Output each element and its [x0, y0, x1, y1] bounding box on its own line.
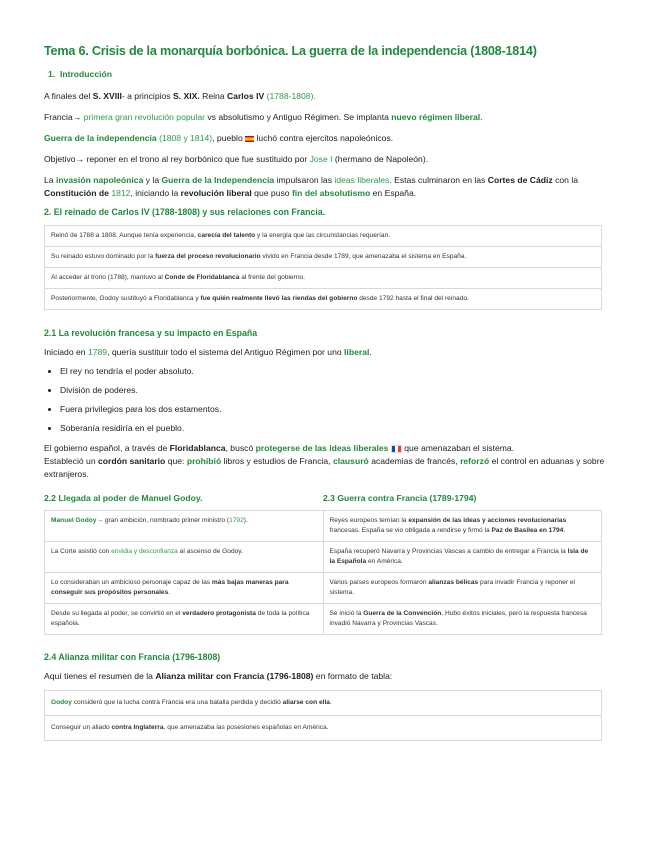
- godoy-war-table: [44, 510, 602, 635]
- table-cell: Desde su llegada al poder, se convirtió en el verdadero protagonista de toda la política española.: [45, 604, 324, 635]
- list-item: • Fuera privilegios para los dos estamentos.: [60, 404, 612, 415]
- intro-paragraph-5: La invasión napoleónica y la Guerra de la Independencia impulsaron las ideas liberales. Estas culminaron en las Cortes de Cádiz con la Constitución de 1812, iniciando la revolución liberal que puso fin del absolutismo en España.: [44, 175, 579, 198]
- section-1-heading: [48, 69, 612, 79]
- list-item: • División de poderes.: [60, 385, 612, 396]
- table-row: [45, 573, 602, 604]
- section-2-2-2-3-headings: [44, 493, 602, 503]
- table-cell: Posteriormente, Godoy sustituyó a Floridablanca y fue quién realmente llevó las riendas del gobierno desde 1792 hasta el final del reinado.: [45, 289, 602, 310]
- table-row: [45, 268, 602, 289]
- table-cell: Al acceder al trono (1788), mantuvo al Conde de Floridablanca al frente del gobierno.: [45, 268, 602, 289]
- intro-paragraph-4: Objetivo→ reponer en el trono al rey borbónico que fue sustituido por Jose I (hermano de Napoleón).: [44, 154, 429, 164]
- section-2-heading: 2. El reinado de Carlos IV (1788-1808) y sus relaciones con Francia.: [44, 207, 326, 217]
- table-row: [45, 716, 602, 741]
- section-1-label: Introducción: [59, 69, 112, 79]
- table-cell: La Corte asistió con envidia y desconfianza al ascenso de Godoy.: [45, 542, 324, 573]
- table-cell: Su reinado estuvo dominado por la fuerza del proceso revolucionario vivido en Francia desde 1789, que amenazaba el sistema en España.: [45, 247, 602, 268]
- table-cell: Se inició la Guerra de la Convención. Hubo éxitos iniciales, pero la respuesta francesa invadió Navarra y Provincias Vascas.: [323, 604, 602, 635]
- document-page: [44, 44, 612, 741]
- france-flag-icon: [391, 445, 402, 453]
- revolution-goals-list: [44, 366, 612, 434]
- section-1-number: 1.: [48, 69, 56, 79]
- table-row: [45, 226, 602, 247]
- table-cell: Reyes europeos temían la expansión de las ideas y acciones revolucionarias francesas. España se vio obligada a rendirse y firmó la Paz de Basilea en 1794.: [323, 511, 602, 542]
- section-2-1-paragraph-3: Estableció un cordón sanitario que: prohibió libros y estudios de Francia, clausuró academias de francés, reforzó el control en aduanas y sobre extranjeros.: [44, 456, 605, 479]
- carlos-iv-table: [44, 225, 602, 310]
- table-cell: Varios países europeos formaron alianzas bélicas para invadir Francia y reponer el sistema.: [323, 573, 602, 604]
- table-row: [45, 511, 602, 542]
- page-title: Tema 6. Crisis de la monarquía borbónica. La guerra de la independencia (1808-1814): [44, 44, 537, 58]
- table-cell: Conseguir un aliado contra Inglaterra, que amenazaba las posesiones españolas en América.: [45, 716, 602, 741]
- section-2-1-paragraph-2: El gobierno español, a través de Floridablanca, buscó protegerse de las ideas liberales que amenazaban el sistema.: [44, 443, 515, 453]
- intro-paragraph-3: Guerra de la independencia (1808 y 1814), pueblo luchó contra ejercitos napoleónicos.: [44, 133, 394, 143]
- section-2-1-paragraph-1: Iniciado en 1789, quería sustituir todo el sistema del Antiguo Régimen por uno liberal.: [44, 347, 372, 357]
- table-row: [45, 604, 602, 635]
- table-cell: Manuel Godoy→ gran ambición, nombrado primer ministro (1792).: [45, 511, 324, 542]
- spain-flag-icon: [245, 136, 254, 142]
- table-cell: Reinó de 1788 a 1808. Aunque tenía experiencia, carecía del talento y la energía que las circunstancias requerían.: [45, 226, 602, 247]
- section-2-4-paragraph: Aquí tienes el resumen de la Alianza militar con Francia (1796-1808) en formato de tabla:: [44, 671, 393, 681]
- table-cell: España recuperó Navarra y Provincias Vascas a cambio de entregar a Francia la Isla de la Española en América.: [323, 542, 602, 573]
- intro-paragraph-1: A finales del S. XVIII- a principios S. XIX. Reina Carlos IV (1788-1808).: [44, 91, 316, 101]
- table-row: [45, 542, 602, 573]
- table-cell: Lo consideraban un ambicioso personaje capaz de las más bajas maneras para conseguir sus propósitos personales.: [45, 573, 324, 604]
- table-row: [45, 247, 602, 268]
- alliance-table: [44, 690, 602, 741]
- list-item: • El rey no tendría el poder absoluto.: [60, 366, 612, 377]
- table-cell: Godoy consideró que la lucha contra Francia era una batalla perdida y decidió aliarse con ella.: [45, 691, 602, 716]
- intro-paragraph-2: Francia→ primera gran revolución popular vs absolutismo y Antiguo Régimen. Se implanta nuevo régimen liberal.: [44, 112, 483, 122]
- section-2-4-heading: 2.4 Alianza militar con Francia (1796-1808): [44, 652, 221, 662]
- section-2-1-heading: 2.1 La revolución francesa y su impacto en España: [44, 328, 258, 338]
- table-row: [45, 691, 602, 716]
- table-row: [45, 289, 602, 310]
- section-2-3-heading: 2.3 Guerra contra Francia (1789-1794): [323, 493, 477, 503]
- list-item: • Soberanía residiría en el pueblo.: [60, 423, 612, 434]
- section-2-2-heading: 2.2 Llegada al poder de Manuel Godoy.: [44, 493, 203, 503]
